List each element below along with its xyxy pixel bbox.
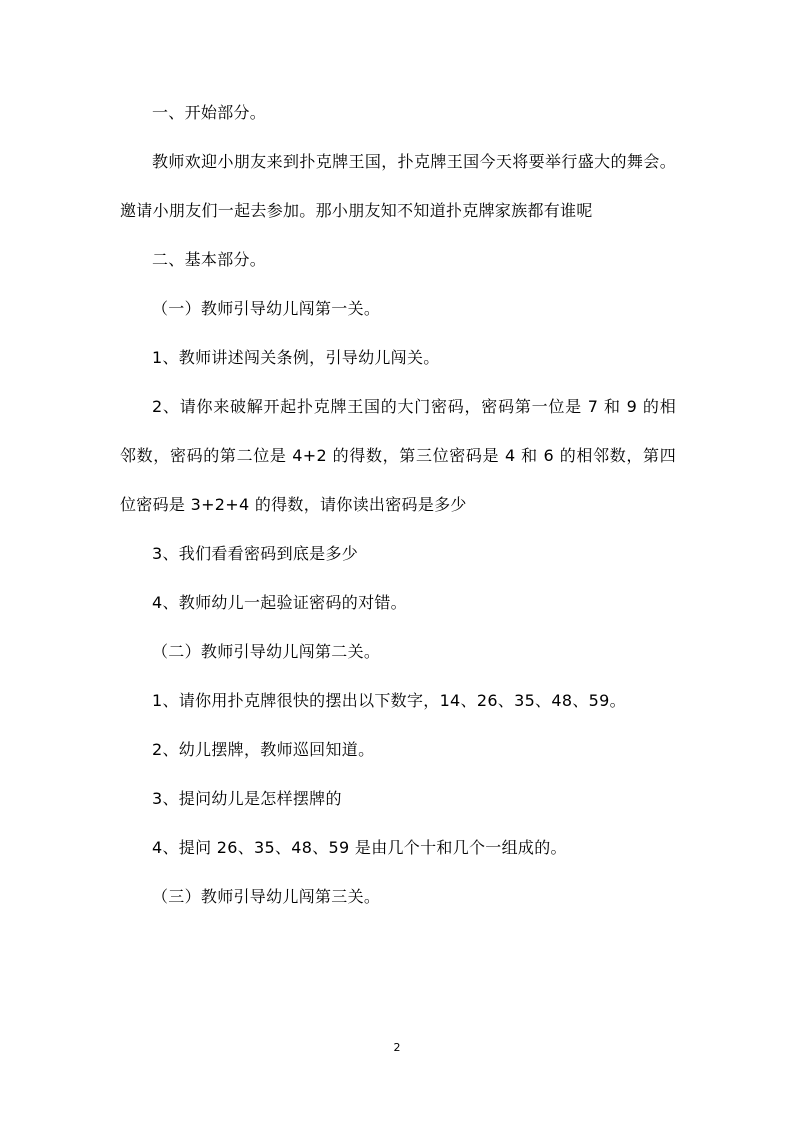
list-item: 2、幼儿摆牌，教师巡回知道。 (152, 740, 375, 759)
subsection-heading-level-2: （二）教师引导幼儿闯第二关。 (152, 642, 381, 661)
list-item: 3、我们看看密码到底是多少 (152, 544, 359, 563)
document-body (120, 88, 676, 921)
section-heading-start: 一、开始部分。 (152, 103, 267, 122)
section-heading-basic: 二、基本部分。 (152, 250, 267, 269)
subsection-heading-level-3: （三）教师引导幼儿闯第三关。 (152, 887, 381, 906)
list-item: 4、提问 26、35、48、59 是由几个十和几个一组成的。 (152, 838, 567, 857)
list-item: 1、教师讲述闯关条例，引导幼儿闯关。 (152, 348, 440, 367)
list-item: 1、请你用扑克牌很快的摆出以下数字，14、26、35、48、59。 (152, 691, 626, 710)
list-item: 4、教师幼儿一起验证密码的对错。 (152, 593, 407, 612)
paragraph-intro: 教师欢迎小朋友来到扑克牌王国，扑克牌王国今天将要举行盛大的舞会。邀请小朋友们一起去参加。那小朋友知不知道扑克牌家族都有谁呢 (120, 152, 676, 220)
subsection-heading-level-1: （一）教师引导幼儿闯第一关。 (152, 299, 381, 318)
list-item: 2、请你来破解开起扑克牌王国的大门密码，密码第一位是 7 和 9 的相邻数，密码的第二位是 4+2 的得数，第三位密码是 4 和 6 的相邻数，第四位密码是 3+2+4 的得数，请你读出密码是多少 (120, 397, 676, 514)
page-number: 2 (393, 1041, 401, 1054)
list-item: 3、提问幼儿是怎样摆牌的 (152, 789, 342, 808)
